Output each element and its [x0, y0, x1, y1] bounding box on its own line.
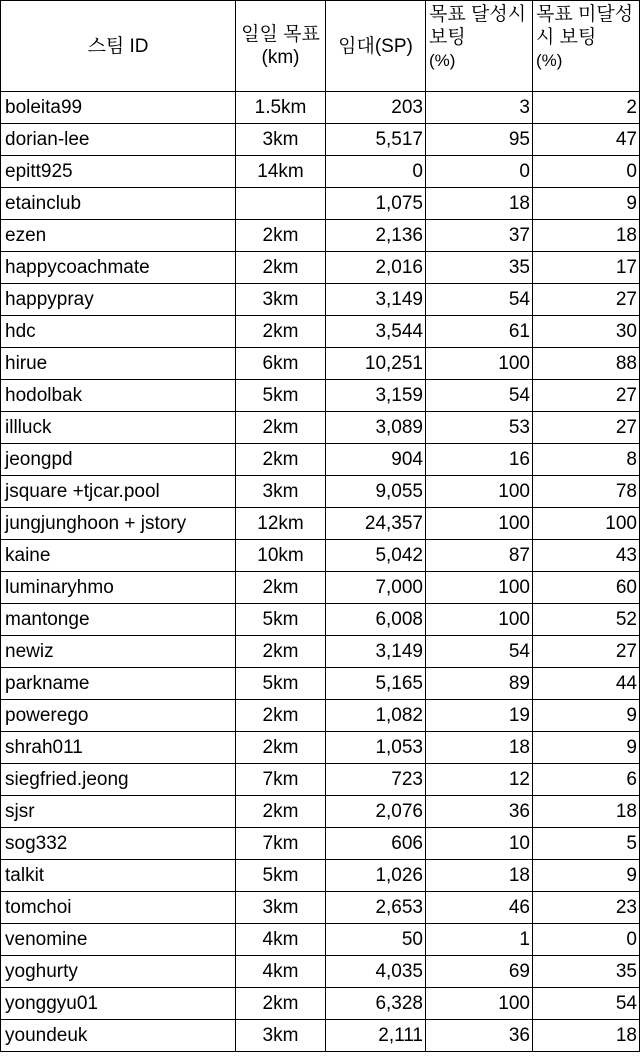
- cell-steem-id: etainclub: [1, 188, 236, 220]
- cell-vote-missed: 18: [533, 1020, 640, 1052]
- cell-vote-missed: 35: [533, 956, 640, 988]
- table-row: [1, 860, 640, 892]
- cell-daily-goal: 3km: [236, 476, 326, 508]
- header-vote-goal-achieved-text: 목표 달성시 보팅: [429, 4, 527, 48]
- cell-steem-id: boleita99: [1, 92, 236, 124]
- cell-vote-achieved: 54: [426, 284, 533, 316]
- cell-daily-goal: 1.5km: [236, 92, 326, 124]
- cell-lease-sp: 3,149: [326, 636, 426, 668]
- cell-daily-goal: 3km: [236, 1020, 326, 1052]
- cell-lease-sp: 9,055: [326, 476, 426, 508]
- cell-vote-missed: 88: [533, 348, 640, 380]
- cell-daily-goal: 2km: [236, 796, 326, 828]
- cell-vote-missed: 18: [533, 796, 640, 828]
- cell-lease-sp: 4,035: [326, 956, 426, 988]
- cell-vote-missed: 27: [533, 412, 640, 444]
- cell-vote-achieved: 18: [426, 860, 533, 892]
- cell-lease-sp: 2,111: [326, 1020, 426, 1052]
- cell-vote-missed: 78: [533, 476, 640, 508]
- cell-steem-id: powerego: [1, 700, 236, 732]
- cell-vote-missed: 2: [533, 92, 640, 124]
- table-row: [1, 572, 640, 604]
- table-row: [1, 732, 640, 764]
- cell-steem-id: illluck: [1, 412, 236, 444]
- cell-steem-id: hodolbak: [1, 380, 236, 412]
- header-steem-id: 스팀 ID: [1, 1, 236, 92]
- table-row: [1, 316, 640, 348]
- table-row: [1, 476, 640, 508]
- cell-lease-sp: 2,653: [326, 892, 426, 924]
- table-row: [1, 924, 640, 956]
- cell-lease-sp: 904: [326, 444, 426, 476]
- cell-lease-sp: 2,136: [326, 220, 426, 252]
- cell-vote-missed: 0: [533, 156, 640, 188]
- table-row: [1, 92, 640, 124]
- cell-vote-missed: 52: [533, 604, 640, 636]
- header-vote-goal-missed-text: 목표 미달성시 보팅: [536, 4, 634, 48]
- header-row: [1, 1, 640, 92]
- cell-lease-sp: 5,517: [326, 124, 426, 156]
- table-row: [1, 508, 640, 540]
- table-row: [1, 636, 640, 668]
- cell-vote-achieved: 36: [426, 1020, 533, 1052]
- cell-vote-missed: 18: [533, 220, 640, 252]
- cell-lease-sp: 2,016: [326, 252, 426, 284]
- cell-vote-missed: 6: [533, 764, 640, 796]
- table-row: [1, 796, 640, 828]
- cell-vote-missed: 27: [533, 284, 640, 316]
- cell-daily-goal: 10km: [236, 540, 326, 572]
- cell-steem-id: siegfried.jeong: [1, 764, 236, 796]
- cell-vote-achieved: 61: [426, 316, 533, 348]
- cell-daily-goal: 12km: [236, 508, 326, 540]
- cell-vote-achieved: 3: [426, 92, 533, 124]
- cell-vote-achieved: 16: [426, 444, 533, 476]
- cell-daily-goal: [236, 188, 326, 220]
- cell-vote-achieved: 10: [426, 828, 533, 860]
- cell-vote-missed: 44: [533, 668, 640, 700]
- cell-lease-sp: 7,000: [326, 572, 426, 604]
- cell-steem-id: happypray: [1, 284, 236, 316]
- cell-lease-sp: 3,089: [326, 412, 426, 444]
- cell-vote-missed: 27: [533, 380, 640, 412]
- cell-daily-goal: 5km: [236, 668, 326, 700]
- cell-vote-missed: 100: [533, 508, 640, 540]
- cell-steem-id: parkname: [1, 668, 236, 700]
- cell-daily-goal: 3km: [236, 892, 326, 924]
- cell-daily-goal: 7km: [236, 828, 326, 860]
- cell-lease-sp: 3,149: [326, 284, 426, 316]
- cell-daily-goal: 7km: [236, 764, 326, 796]
- header-vote-goal-missed: [533, 1, 640, 92]
- cell-daily-goal: 3km: [236, 284, 326, 316]
- cell-vote-missed: 0: [533, 924, 640, 956]
- cell-vote-missed: 43: [533, 540, 640, 572]
- cell-vote-achieved: 35: [426, 252, 533, 284]
- cell-steem-id: jeongpd: [1, 444, 236, 476]
- table-row: [1, 124, 640, 156]
- cell-vote-missed: 9: [533, 700, 640, 732]
- table-row: [1, 348, 640, 380]
- table-row: [1, 188, 640, 220]
- cell-steem-id: jsquare +tjcar.pool: [1, 476, 236, 508]
- table-row: [1, 764, 640, 796]
- cell-daily-goal: 2km: [236, 444, 326, 476]
- cell-steem-id: shrah011: [1, 732, 236, 764]
- cell-vote-achieved: 36: [426, 796, 533, 828]
- cell-daily-goal: 2km: [236, 572, 326, 604]
- cell-vote-missed: 9: [533, 860, 640, 892]
- cell-lease-sp: 3,159: [326, 380, 426, 412]
- table-row: [1, 540, 640, 572]
- cell-vote-missed: 5: [533, 828, 640, 860]
- cell-vote-achieved: 19: [426, 700, 533, 732]
- cell-steem-id: hirue: [1, 348, 236, 380]
- cell-steem-id: hdc: [1, 316, 236, 348]
- header-lease-sp: 임대(SP): [326, 1, 426, 92]
- cell-steem-id: happycoachmate: [1, 252, 236, 284]
- cell-steem-id: yonggyu01: [1, 988, 236, 1020]
- table-row: [1, 892, 640, 924]
- cell-vote-achieved: 54: [426, 636, 533, 668]
- header-vote-goal-achieved: [426, 1, 533, 92]
- cell-vote-achieved: 87: [426, 540, 533, 572]
- cell-lease-sp: 5,042: [326, 540, 426, 572]
- cell-lease-sp: 6,008: [326, 604, 426, 636]
- cell-daily-goal: 2km: [236, 636, 326, 668]
- cell-vote-achieved: 46: [426, 892, 533, 924]
- cell-daily-goal: 4km: [236, 956, 326, 988]
- cell-daily-goal: 5km: [236, 860, 326, 892]
- cell-steem-id: sog332: [1, 828, 236, 860]
- cell-daily-goal: 3km: [236, 124, 326, 156]
- cell-steem-id: newiz: [1, 636, 236, 668]
- cell-vote-missed: 17: [533, 252, 640, 284]
- cell-lease-sp: 10,251: [326, 348, 426, 380]
- cell-lease-sp: 1,075: [326, 188, 426, 220]
- cell-vote-achieved: 53: [426, 412, 533, 444]
- cell-vote-missed: 27: [533, 636, 640, 668]
- cell-daily-goal: 2km: [236, 316, 326, 348]
- cell-vote-missed: 9: [533, 732, 640, 764]
- cell-vote-achieved: 0: [426, 156, 533, 188]
- table-row: [1, 412, 640, 444]
- cell-steem-id: tomchoi: [1, 892, 236, 924]
- cell-vote-missed: 60: [533, 572, 640, 604]
- table-row: [1, 220, 640, 252]
- cell-vote-achieved: 1: [426, 924, 533, 956]
- header-daily-goal: 일일 목표(km): [236, 1, 326, 92]
- cell-daily-goal: 2km: [236, 732, 326, 764]
- cell-daily-goal: 2km: [236, 252, 326, 284]
- cell-vote-achieved: 95: [426, 124, 533, 156]
- cell-vote-missed: 8: [533, 444, 640, 476]
- header-vote-goal-missed-unit: (%): [536, 51, 563, 70]
- cell-lease-sp: 203: [326, 92, 426, 124]
- cell-vote-achieved: 18: [426, 732, 533, 764]
- table-row: [1, 444, 640, 476]
- table-row: [1, 284, 640, 316]
- cell-daily-goal: 2km: [236, 412, 326, 444]
- cell-daily-goal: 5km: [236, 380, 326, 412]
- cell-lease-sp: 0: [326, 156, 426, 188]
- table-row: [1, 1020, 640, 1052]
- table-row: [1, 828, 640, 860]
- cell-vote-missed: 23: [533, 892, 640, 924]
- cell-vote-missed: 30: [533, 316, 640, 348]
- cell-vote-achieved: 69: [426, 956, 533, 988]
- cell-vote-achieved: 100: [426, 572, 533, 604]
- table-row: [1, 156, 640, 188]
- cell-lease-sp: 5,165: [326, 668, 426, 700]
- cell-daily-goal: 6km: [236, 348, 326, 380]
- table-row: [1, 380, 640, 412]
- cell-daily-goal: 2km: [236, 220, 326, 252]
- cell-vote-achieved: 89: [426, 668, 533, 700]
- cell-lease-sp: 1,082: [326, 700, 426, 732]
- cell-steem-id: mantonge: [1, 604, 236, 636]
- cell-steem-id: kaine: [1, 540, 236, 572]
- cell-daily-goal: 2km: [236, 988, 326, 1020]
- cell-lease-sp: 50: [326, 924, 426, 956]
- cell-vote-achieved: 100: [426, 604, 533, 636]
- cell-vote-achieved: 100: [426, 476, 533, 508]
- cell-steem-id: sjsr: [1, 796, 236, 828]
- cell-steem-id: youndeuk: [1, 1020, 236, 1052]
- cell-vote-achieved: 12: [426, 764, 533, 796]
- cell-daily-goal: 2km: [236, 700, 326, 732]
- cell-steem-id: venomine: [1, 924, 236, 956]
- cell-daily-goal: 14km: [236, 156, 326, 188]
- cell-lease-sp: 3,544: [326, 316, 426, 348]
- cell-lease-sp: 1,026: [326, 860, 426, 892]
- table-row: [1, 988, 640, 1020]
- table-row: [1, 252, 640, 284]
- cell-daily-goal: 4km: [236, 924, 326, 956]
- header-vote-goal-achieved-unit: (%): [429, 51, 456, 70]
- cell-steem-id: dorian-lee: [1, 124, 236, 156]
- cell-vote-achieved: 100: [426, 508, 533, 540]
- cell-vote-missed: 9: [533, 188, 640, 220]
- cell-steem-id: epitt925: [1, 156, 236, 188]
- cell-steem-id: talkit: [1, 860, 236, 892]
- cell-vote-achieved: 54: [426, 380, 533, 412]
- cell-lease-sp: 6,328: [326, 988, 426, 1020]
- table-row: [1, 956, 640, 988]
- cell-vote-missed: 54: [533, 988, 640, 1020]
- cell-lease-sp: 2,076: [326, 796, 426, 828]
- cell-steem-id: yoghurty: [1, 956, 236, 988]
- cell-lease-sp: 1,053: [326, 732, 426, 764]
- cell-lease-sp: 606: [326, 828, 426, 860]
- cell-steem-id: luminaryhmo: [1, 572, 236, 604]
- cell-daily-goal: 5km: [236, 604, 326, 636]
- table-row: [1, 604, 640, 636]
- cell-vote-achieved: 18: [426, 188, 533, 220]
- cell-vote-achieved: 100: [426, 348, 533, 380]
- table-row: [1, 700, 640, 732]
- cell-vote-missed: 47: [533, 124, 640, 156]
- cell-lease-sp: 24,357: [326, 508, 426, 540]
- table-row: [1, 668, 640, 700]
- cell-vote-achieved: 37: [426, 220, 533, 252]
- cell-steem-id: ezen: [1, 220, 236, 252]
- cell-steem-id: jungjunghoon + jstory: [1, 508, 236, 540]
- cell-vote-achieved: 100: [426, 988, 533, 1020]
- cell-lease-sp: 723: [326, 764, 426, 796]
